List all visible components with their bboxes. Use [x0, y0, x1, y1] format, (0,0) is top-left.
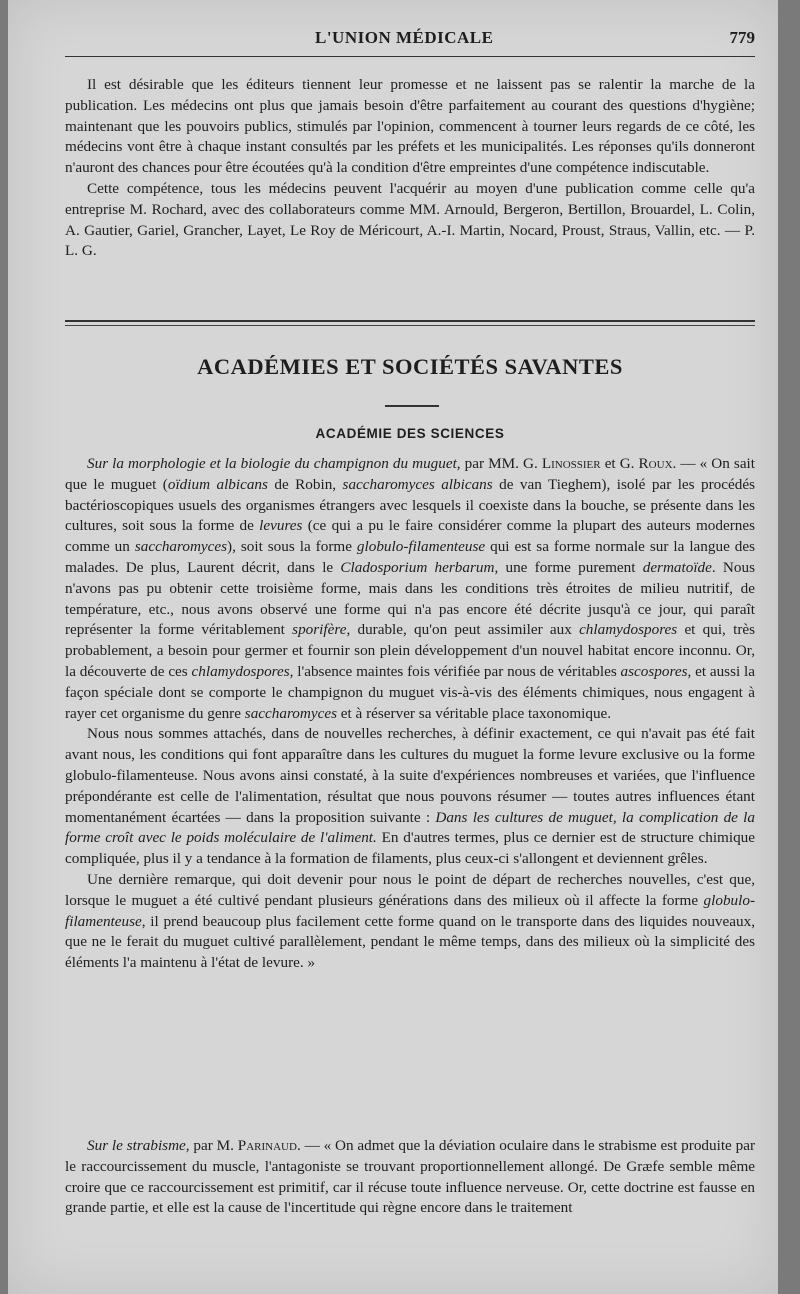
article-1-paragraph-1: Sur la morphologie et la biologie du champignon du muguet, par MM. G. Linossier et G. Roux. — « On sait que le muguet (oïdium albicans de Robin, saccharomyces albicans de van Tieghem), isolé par les procédés bactérioscopiques usuels des organismes étrangers avec lesquels il coexiste dans la bouche, se présente dans les cultures, soit sous la forme de levures (ce qui a pu le faire considérer comme la plupart des auteurs modernes comme un saccharomyces), soit sous la forme globulo-filamenteuse qui est sa forme normale sur la langue des malades. De plus, Laurent décrit, dans le Cladosporium herbarum, une forme purement dermatoïde. Nous n'avons pas pu obtenir cette troisième forme, mais dans les conditions très étroites de milieu nutritif, de température, etc., nous avons observé une forme qui n'a pas encore été décrite jusqu'à ce jour, qui paraît représenter la forme véritablement sporifère, durable, qu'on peut assimiler aux chlamydospores et qui, très probablement, a besoin pour germer et fournir son plein développement d'un nouvel habitat encore inconnu. Or, la découverte de ces chlamydospores, l'absence maintes fois vérifiée par nous de véritables ascospores, et aussi la façon spéciale dont se comporte le champignon du muguet vis-à-vis des éléments chimiques, nous engagent à rayer cet organisme du genre saccharomyces et à réserver sa véritable place taxonomique. — [65, 455, 756, 722]
page-number: 779 — [729, 28, 755, 47]
article-1-paragraph-2: Nous nous sommes attachés, dans de nouvelles recherches, à définir exactement, ce qui n'avait pas été fait avant nous, les conditions qui font apparaître dans les cultures du muguet la forme levure exclusive ou la forme globulo-filamenteuse. Nous avons ainsi constaté, à la suite d'expériences nombreuses et variées, que l'influence prépondérante est celle de l'alimentation, résultat que nous pouvons résumer — toutes autres influences étant momentanément écartées — dans la proposition suivante : Dans les cultures de muguet, la complication de la forme croît avec le poids moléculaire de l'aliment. En d'autres termes, plus ce dernier est de structure chimique compliquée, plus il y a tendance à la formation de filaments, plus ceux-ci s'allongent et deviennent grêles. — [65, 725, 756, 868]
article-1-paragraph-3: Une dernière remarque, qui doit devenir pour nous le point de départ de recherches nouvelles, c'est que, lorsque le muguet a été cultivé pendant plusieurs générations dans des milieux où il affecte la forme globulo-filamenteuse, il prend beaucoup plus facilement cette forme quand on le transporte dans des liquides nouveaux, que ne le ferait du muguet cultivé parallèlement, pendant le même temps, dans des milieux où la simplicité des éléments l'a maintenu à l'état de levure. » — [65, 870, 755, 972]
section-separator-thin — [65, 325, 755, 326]
journal-page — [8, 0, 778, 1294]
article-1-title: Sur la morphologie et la biologie du champignon du muguet, — [87, 455, 461, 472]
article-2 — [65, 1136, 755, 1219]
section-separator-thick — [65, 320, 755, 322]
page-header — [65, 26, 755, 60]
article-1 — [65, 454, 755, 974]
running-title: L'UNION MÉDICALE — [315, 28, 494, 47]
article-2-paragraph-1: Sur le strabisme, par M. Parinaud. — « On admet que la déviation oculaire dans le strabisme est produite par le raccourcissement du muscle, l'antagoniste se trouvant proportionnellement allongé. De Græfe semble même croire que ce raccourcissement est primitif, car il récuse toute influence nerveuse. Or, cette doctrine est fausse en grande partie, et elle est la cause de l'incertitude qui règne encore dans le traitement — [65, 1137, 755, 1217]
title-underline — [385, 405, 439, 407]
intro-paragraph-1: Il est désirable que les éditeurs tiennent leur promesse et ne laissent pas se ralentir la marche de la publication. Les médecins ont plus que jamais besoin d'être parfaitement au courant des questions d'hygiène; maintenant que les pouvoirs publics, stimulés par l'opinion, commencent à tourner leurs regards de ce côté, les médecins vont être à chaque instant consultés par les préfets et les municipalités. Les réponses qu'ils donneront n'auront des chances pour être écoutées qu'à la condition d'être empreintes d'une compétence indiscutable. — [65, 76, 755, 177]
header-rule — [65, 56, 755, 57]
intro-paragraph-2: Cette compétence, tous les médecins peuvent l'acquérir au moyen d'une publication comme celle qu'a entreprise M. Rochard, avec des collaborateurs comme MM. Arnould, Bergeron, Bertillon, Brouardel, L. Colin, A. Gautier, Gariel, Grancher, Layet, Le Roy de Méricourt, A.-I. Martin, Nocard, Proust, Straus, Vallin, etc. — P. L. G. — [65, 179, 755, 260]
author-linossier: Linossier — [541, 455, 601, 472]
intro-text — [65, 75, 755, 262]
article-2-title: Sur le strabisme, — [87, 1137, 190, 1154]
subsection-title: ACADÉMIE DES SCIENCES — [315, 426, 505, 441]
author-parinaud: Parinaud — [237, 1137, 297, 1154]
author-roux: Roux — [638, 455, 673, 472]
section-title: ACADÉMIES ET SOCIÉTÉS SAVANTES — [197, 354, 623, 379]
